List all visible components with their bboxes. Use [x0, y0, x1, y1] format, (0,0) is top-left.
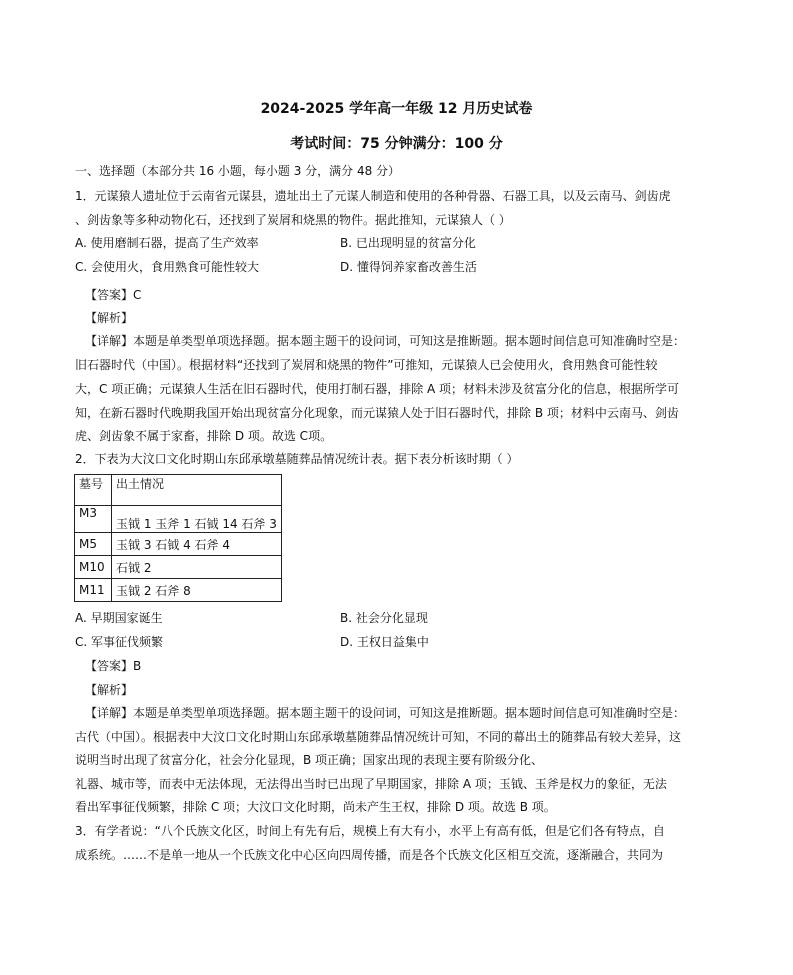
- table-cell: 玉钺 1 玉斧 1 石钺 14 石斧 3: [112, 506, 282, 533]
- q1-option-d: D. 懂得饲养家畜改善生活: [340, 260, 477, 274]
- exam-subtitle: 考试时间：75 分钟满分：100 分: [290, 136, 503, 152]
- table-row: [75, 556, 282, 579]
- q1-detail-line-3: 大，C 项正确；元谋猿人生活在旧石器时代，使用打制石器，排除 A 项；材料未涉及贫富分化的信息，根据所学可: [75, 382, 680, 396]
- q3-stem-line-2: 成系统。……不是单一地从一个氏族文化中心区向四周传播，而是各个氏族文化区相互交流，逐渐融合，共同为: [75, 848, 664, 862]
- q3-stem-line-1: 3．有学者说：“八个氏族文化区，时间上有先有后，规模上有大有小，水平上有高有低，但是它们各有特点，自: [75, 824, 665, 838]
- q1-option-c: C. 会使用火，食用熟食可能性较大: [75, 260, 260, 274]
- table-row: [75, 533, 282, 556]
- q2-detail-line-3: 说明当时出现了贫富分化，社会分化显现，B 项正确；国家出现的表现主要有阶级分化、: [75, 753, 544, 767]
- table-cell: M11: [75, 579, 112, 602]
- q1-option-b: B. 已出现明显的贫富分化: [340, 236, 476, 250]
- table-cell: M3: [75, 506, 112, 533]
- q1-detail-line-4: 知，在新石器时代晚期我国开始出现贫富分化现象，而元谋猿人处于旧石器时代，排除 B 项；材料中云南马、剑齿: [75, 406, 679, 420]
- table-header-cell: 出土情况: [112, 475, 282, 506]
- table-cell: M10: [75, 556, 112, 579]
- table-cell: 玉钺 3 石钺 4 石斧 4: [112, 533, 282, 556]
- q1-stem-line-2: 、剑齿象等多种动物化石，还找到了炭屑和烧黑的物件。据此推知，元谋猿人（ ）: [75, 213, 511, 227]
- q2-answer: 【答案】B: [85, 659, 142, 673]
- table-header-cell: 墓号: [75, 475, 112, 506]
- q2-option-c: C. 军事征伐频繁: [75, 635, 164, 649]
- table-header-row: [75, 475, 282, 506]
- burial-goods-table: [74, 474, 282, 602]
- q2-option-d: D. 王权日益集中: [340, 635, 429, 649]
- q1-detail-line-1: 【详解】本题是单类型单项选择题。据本题主题干的设问词，可知这是推断题。据本题时间信息可知准确时空是：: [85, 334, 686, 348]
- q1-analysis-label: 【解析】: [85, 311, 134, 325]
- section-heading: 一、选择题（本部分共 16 小题，每小题 3 分，满分 48 分）: [75, 164, 401, 178]
- q1-detail-line-2: 旧石器时代（中国）。根据材料“还找到了炭屑和烧黑的物件”可推知，元谋猿人已会使用火，食用熟食可能性较: [75, 358, 658, 372]
- q2-detail-line-2: 古代（中国）。根据表中大汶口文化时期山东邱承墩墓随葬品情况统计可知，不同的幕出土的随葬品有较大差异，这: [75, 730, 682, 744]
- table-cell: M5: [75, 533, 112, 556]
- q2-analysis-label: 【解析】: [85, 683, 134, 697]
- table-cell: 石钺 2: [112, 556, 282, 579]
- q2-stem: 2．下表为大汶口文化时期山东邱承墩墓随葬品情况统计表。据下表分析该时期（ ）: [75, 452, 519, 466]
- q2-detail-line-4: 礼器、城市等，而表中无法体现，无法得出当时已出现了早期国家，排除 A 项；玉钺、玉斧是权力的象征，无法: [75, 777, 667, 791]
- q1-stem-line-1: 1．元谋猿人遗址位于云南省元谋县，遗址出土了元谋人制造和使用的各种骨器、石器工具，以及云南马、剑齿虎: [75, 189, 671, 203]
- q1-answer: 【答案】C: [85, 288, 142, 302]
- q2-detail-line-5: 看出军事征伐频繁，排除 C 项；大汶口文化时期，尚未产生王权，排除 D 项。故选 B 项。: [75, 800, 556, 814]
- exam-title: 2024-2025 学年高一年级 12 月历史试卷: [260, 101, 533, 117]
- q2-option-a: A. 早期国家诞生: [75, 611, 163, 625]
- q2-option-b: B. 社会分化显现: [340, 611, 428, 625]
- q2-detail-line-1: 【详解】本题是单类型单项选择题。据本题主题干的设问词，可知这是推断题。据本题时间信息可知准确时空是：: [85, 706, 686, 720]
- table-row: [75, 506, 282, 533]
- q1-detail-line-5: 虎、剑齿象不属于家畜，排除 D 项。故选 C项。: [75, 429, 333, 443]
- q1-option-a: A. 使用磨制石器，提高了生产效率: [75, 236, 259, 250]
- table-cell: 玉钺 2 石斧 8: [112, 579, 282, 602]
- table-row: [75, 579, 282, 602]
